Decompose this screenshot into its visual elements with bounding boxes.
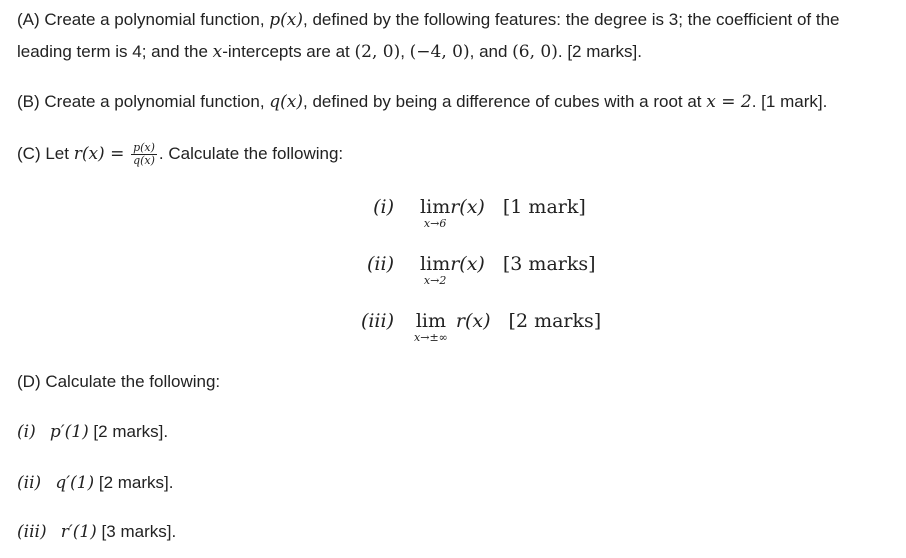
intercept-3: (6, 0) (512, 42, 558, 62)
part-d-roman: (ii) (17, 473, 42, 493)
part-a-line-1 (17, 8, 840, 32)
intercept-2: (−4, 0) (409, 42, 470, 62)
limit-marks: [3 marks] (502, 253, 596, 275)
lim-subscript: x→2 (423, 274, 447, 287)
part-d-expr: r′(1) (60, 522, 97, 542)
part-b-line (17, 90, 827, 114)
limit-operator (420, 196, 450, 230)
part-d-expr: p′(1) (49, 422, 89, 442)
part-b-root: x = 2 (706, 92, 752, 112)
part-d-marks: [3 marks]. (96, 522, 177, 541)
limit-roman: (ii) (367, 253, 394, 275)
part-d-marks: [2 marks]. (94, 473, 174, 492)
lim-text: lim (420, 196, 451, 218)
limit-item-1 (348, 196, 586, 230)
limit-operator (420, 253, 450, 287)
fraction-denominator: q(x) (133, 154, 155, 168)
limit-function: r(x) (450, 253, 485, 275)
part-b-function: q(x) (269, 92, 304, 112)
lim-text: lim (420, 253, 451, 275)
part-c-lhs: r(x) = (73, 144, 125, 164)
lim-subscript: x→6 (423, 217, 447, 230)
lim-subscript: x→±∞ (414, 331, 448, 344)
part-b-text-cont: , defined by being a difference of cubes with a root at (303, 92, 707, 111)
part-d-item-1 (17, 420, 168, 444)
part-c-line (17, 142, 343, 167)
part-d-roman: (iii) (17, 522, 47, 542)
part-d-expr: q′(1) (55, 473, 95, 493)
limit-item-3 (348, 310, 601, 344)
limit-roman: (iii) (360, 310, 394, 332)
sep-2: , and (469, 42, 513, 61)
limit-marks: [2 marks] (508, 310, 602, 332)
limit-roman: (i) (373, 196, 394, 218)
part-c-tail: . Calculate the following: (158, 144, 344, 163)
part-b-text: (B) Create a polynomial function, (17, 92, 270, 111)
part-a-intercepts-text: -intercepts are at (222, 42, 355, 61)
part-a-text-cont: , defined by the following features: the degree is 3; the coefficient of the (303, 10, 840, 29)
part-d-marks: [2 marks]. (88, 422, 169, 441)
fraction-numerator: p(x) (133, 141, 155, 155)
part-d-item-3 (17, 520, 176, 544)
limit-operator (414, 310, 448, 344)
part-d-heading: (D) Calculate the following: (17, 372, 221, 391)
limit-function: r(x) (450, 196, 485, 218)
part-a-function: p(x) (269, 10, 304, 30)
limit-item-2 (348, 253, 596, 287)
limit-function: r(x) (455, 310, 491, 332)
part-a-line2-text: leading term is 4; and the (17, 42, 213, 61)
sep-1: , (400, 42, 410, 61)
lim-text: lim (415, 310, 447, 332)
intercept-1: (2, 0) (354, 42, 401, 62)
part-d-roman: (i) (17, 422, 36, 442)
part-c-lead: (C) Let (17, 144, 74, 163)
limit-marks: [1 mark] (502, 196, 586, 218)
part-a-line-2 (17, 40, 642, 64)
part-a-text: (A) Create a polynomial function, (17, 10, 270, 29)
part-c-fraction (131, 142, 157, 167)
part-a-x-var: x (212, 42, 223, 62)
part-d-item-2 (17, 471, 174, 495)
part-b-marks: . [1 mark]. (751, 92, 828, 111)
part-a-marks: . [2 marks]. (557, 42, 642, 61)
